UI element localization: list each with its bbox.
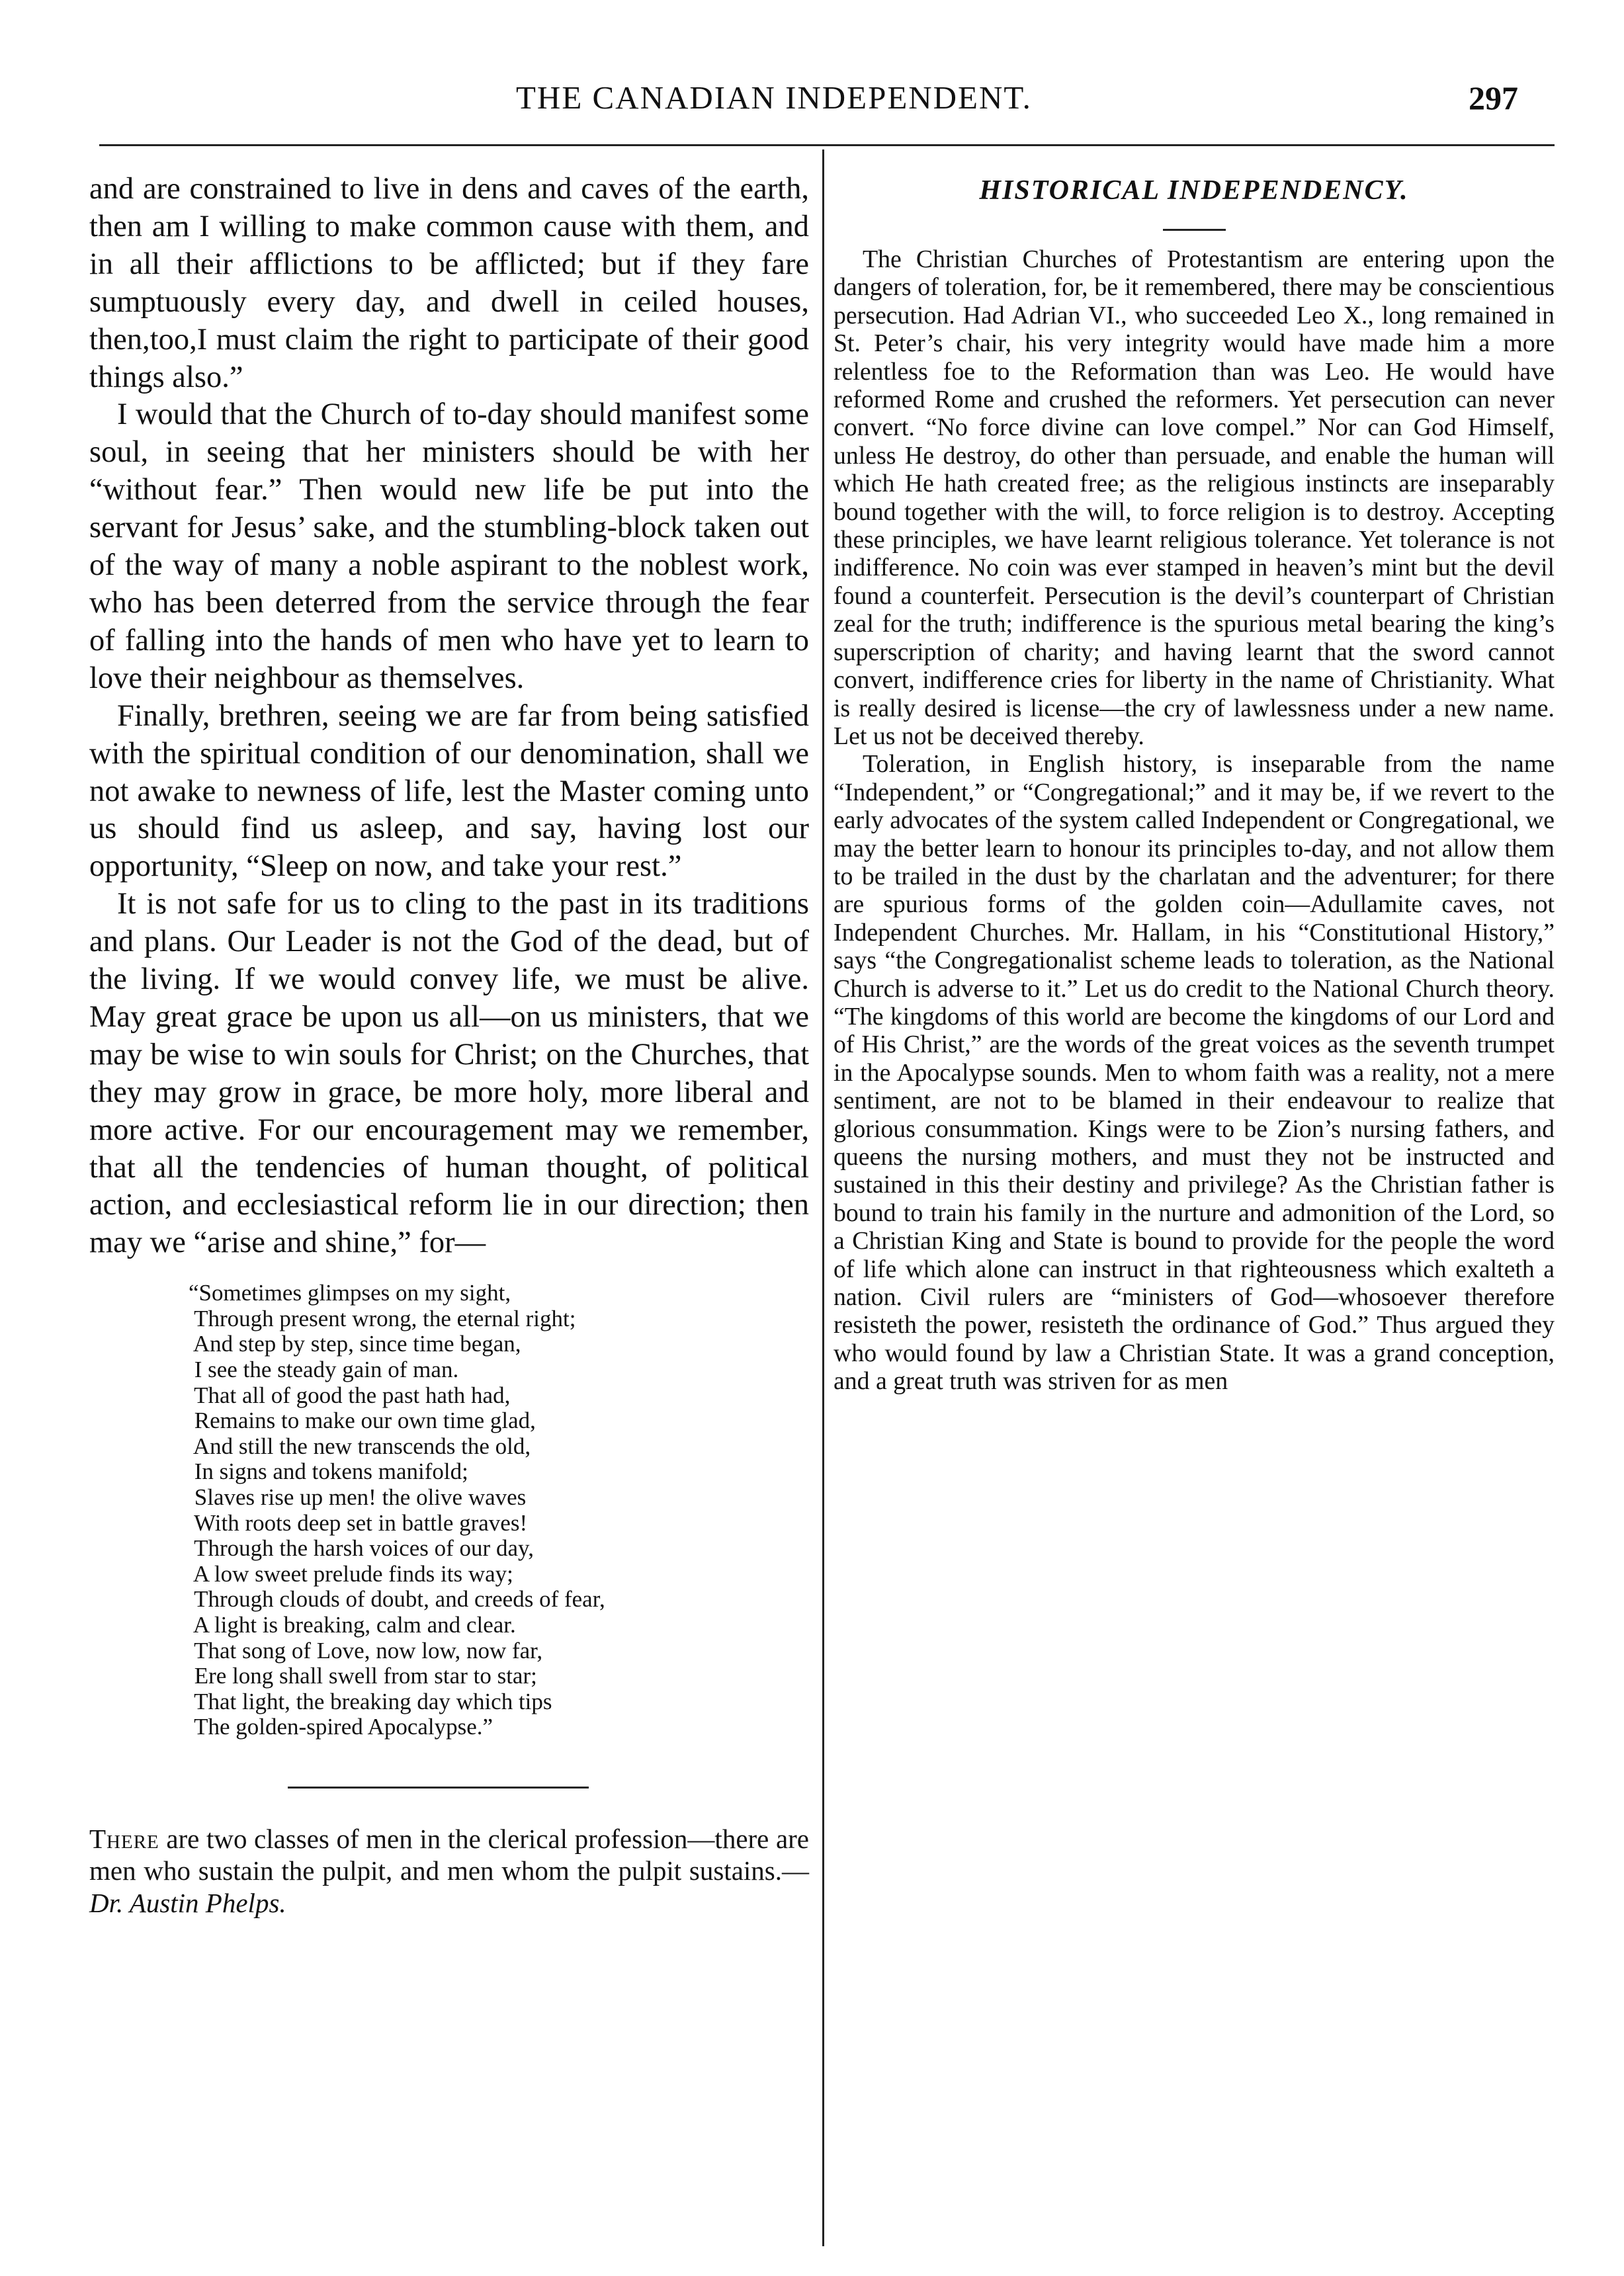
poem-line: In signs and tokens manifold; <box>189 1458 468 1485</box>
header-rule <box>99 144 1555 146</box>
poem-line: Through clouds of doubt, and creeds of fear, <box>189 1586 605 1613</box>
quote-lead-word: There <box>89 1823 159 1854</box>
paragraph: and are constrained to live in dens and caves of the earth, then am I willing to make common cause with them, and in all their afflictions to be afflicted; but if they fare sumptuously every day, and dwell in ceiled houses, then,too,I must claim the right to participate of their good things also.” <box>89 172 809 394</box>
paragraph: Toleration, in English history, is inseparable from the name “Independent,” or “Congregational;” and it may be, if we revert to the early advocates of the system called Independent or Congregational, we may the better learn to honour its principles to-day, and not allow them to be trailed in the dust by the charlatan and the adventurer; for there are spurious forms of the golden coin—Adullamite caves, not Independent Churches. Mr. Hallam, in his “Constitutional History,” says “the Congregationalist scheme leads to toleration, as the National Church is adverse to it.” Let us do credit to the National Church theory. “The kingdoms of this world are become the kingdoms of our Lord and of His Christ,” are the words of the great voices as the seventh trumpet in the Apocalypse sounds. Men to whom faith was a reality, not a mere sentiment, are not to be blamed in their endeavour to realize that glorious consummation. Kings were to be Zion’s nursing fathers, and queens the nursing mothers, and must they not be instructed and sustained in this their destiny and privilege? As the Christian father is bound to train his family in the nurture and admonition of the Lord, so a Christian King and State is bound to provide for the people the word of life which alone can instruct in that righteousness which exalteth a nation. Civil rulers are “ministers of God—whosoever therefore resisteth the power, resisteth the ordinance of God.” Thus argued they who would found by law a Christian State. It was a grand conception, and a great truth was striven for as men <box>833 750 1555 1396</box>
poem-line: Through present wrong, the eternal right; <box>189 1305 576 1331</box>
poem-line: That song of Love, now low, now far, <box>189 1637 543 1664</box>
poem-line: Through the harsh voices of our day, <box>189 1535 534 1562</box>
paragraph: The Christian Churches of Protestantism are entering upon the dangers of toleration, for, be it remembered, there may be conscientious persecution. Had Adrian VI., who succeeded Leo X., long remained in St. Peter’s chair, his very integrity would have made him a more relentless foe to the Reformation than was Leo. He would have reformed Rome and crushed the reformers. Yet persecution can never convert. “No force divine can love compel.” Nor can God Himself, unless He destroy, do other than persuade, and enable the human will which He hath created free; as the religious instincts are inseparably bound together with the will, to force religion is to destroy. Accepting these principles, we have learnt religious tolerance. Yet tolerance is not indifference. No coin was ever stamped in heaven’s mint but the devil found a counterfeit. Persecution is the devil’s counterpart of Christian zeal for the truth; indifference is the spurious metal bearing the king’s superscription of charity; and having learnt that the sword cannot convert, indifference cries for liberty in the name of Christianity. What is really desired is license—the cry of lawlessness under a new name. Let us not be deceived thereby. <box>833 245 1555 750</box>
separator-rule <box>288 1787 589 1789</box>
poem-line: The golden-spired Apocalypse.” <box>189 1714 493 1740</box>
quote-text: are two classes of men in the clerical profession—there are men who sustain the pulpit, and men whom the pulpit sustains.— <box>89 1823 809 1886</box>
column-divider-rule <box>822 149 824 2246</box>
closing-quote <box>89 1823 809 1919</box>
poem <box>189 1281 809 1740</box>
poem-line: A low sweet prelude finds its way; <box>189 1560 513 1587</box>
article-title: HISTORICAL INDEPENDENCY. <box>979 175 1409 206</box>
poem-line: With roots deep set in battle graves! <box>189 1509 528 1536</box>
paragraph: I would that the Church of to-day should manifest some soul, in seeing that her ministers should be with her “without fear.” Then would new life be put into the servant for Jesus’ sake, and the stumbling-block taken out of the way of many a noble aspirant to the noblest work, who has been deterred from the service through the fear of falling into the hands of men who have yet to learn to love their neighbour as themselves. <box>89 398 809 695</box>
title-rule <box>1163 229 1226 231</box>
poem-line: “Sometimes glimpses on my sight, <box>189 1280 511 1306</box>
running-head <box>0 78 1624 118</box>
poem-line: And still the new transcends the old, <box>189 1433 531 1459</box>
right-column <box>833 172 1555 1396</box>
poem-line: Slaves rise up men! the olive waves <box>189 1484 527 1511</box>
page-number: 297 <box>1469 79 1518 116</box>
poem-line: A light is breaking, calm and clear. <box>189 1612 516 1638</box>
poem-line: That all of good the past hath had, <box>189 1382 511 1408</box>
poem-line: Ere long shall swell from star to star; <box>189 1663 537 1689</box>
poem-line: I see the steady gain of man. <box>189 1357 459 1383</box>
quote-attribution: Dr. Austin Phelps. <box>89 1887 286 1918</box>
poem-line: Remains to make our own time glad, <box>189 1408 536 1434</box>
left-column <box>89 171 809 1919</box>
poem-line: And step by step, since time began, <box>189 1331 521 1357</box>
paragraph: Finally, brethren, seeing we are far from being satisfied with the spiritual condition of our denomination, shall we not awake to newness of life, lest the Master coming unto us should find us asleep, and say, having lost our opportunity, “Sleep on now, and take your rest.” <box>89 698 809 884</box>
running-title: THE CANADIAN INDEPENDENT. <box>516 79 1032 116</box>
paragraph: It is not safe for us to cling to the past in its traditions and plans. Our Leader is not the God of the dead, but of the living. If we would convey life, we must be alive. May great grace be upon us all—on us ministers, that we may be wise to win souls for Christ; on the Churches, that they may grow in grace, be more holy, more liberal and more active. For our encouragement may we remember, that all the tendencies of human thought, of political action, and ecclesiastical reform lie in our direction; then may we “arise and shine,” for— <box>89 887 809 1260</box>
poem-line: That light, the breaking day which tips <box>189 1688 552 1714</box>
